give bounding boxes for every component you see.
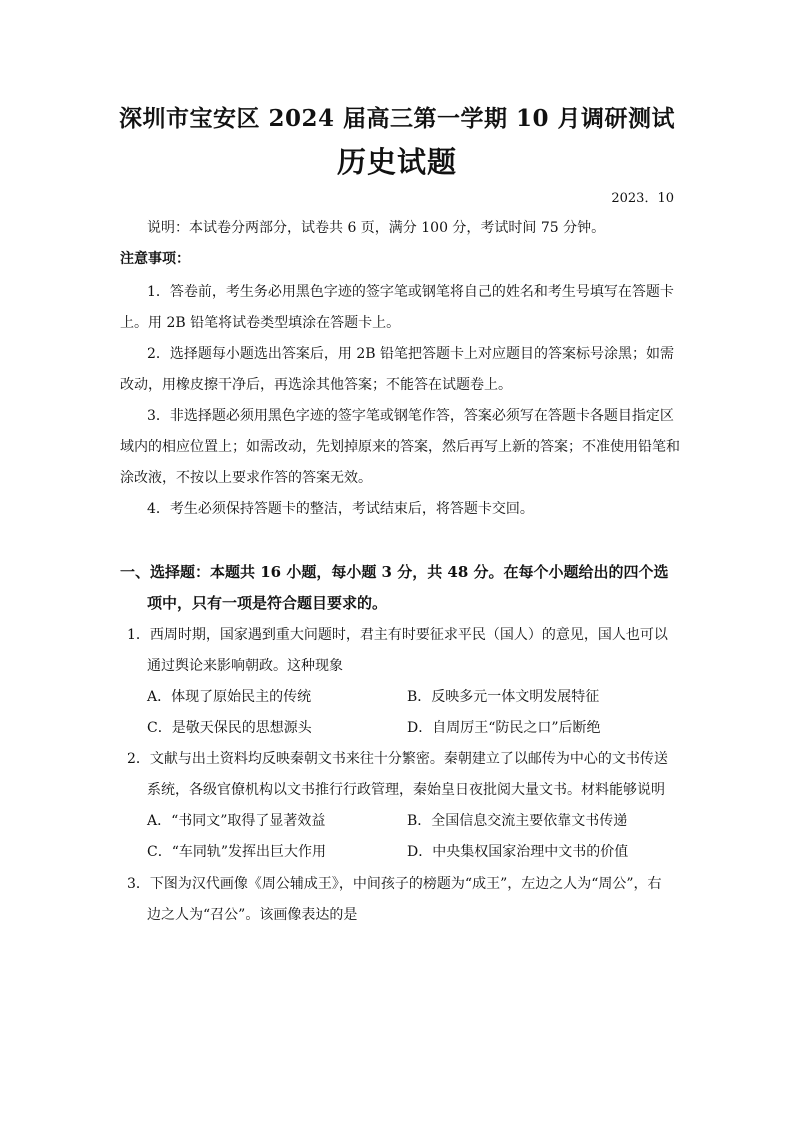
- notice-item-4-line-1: 4．考生必须保持答题卡的整洁，考试结束后，将答题卡交回。: [147, 501, 534, 517]
- exam-date: 2023．10: [611, 191, 674, 206]
- question-1-option-a: A．体现了原始民主的传统: [147, 689, 312, 705]
- notice-item-3-line-1: 3．非选择题必须用黑色字迹的签字笔或钢笔作答，答案必须写在答题卡各题目指定区: [147, 408, 674, 424]
- exam-description: 说明：本试卷分两部分，试卷共 6 页，满分 100 分，考试时间 75 分钟。: [147, 220, 606, 236]
- subject-title: 历史试题: [336, 145, 457, 179]
- question-1-option-d: D．自周厉王“防民之口”后断绝: [407, 720, 601, 736]
- question-2-stem-line-2: 系统，各级官僚机构以文书推行行政管理，秦始皇日夜批阅大量文书。材料能够说明: [147, 782, 665, 798]
- notice-heading: 注意事项：: [120, 251, 190, 267]
- question-2-option-c: C．“车同轨”发挥出巨大作用: [147, 844, 327, 860]
- notice-item-2-line-1: 2．选择题每小题选出答案后，用 2B 铅笔把答题卡上对应题目的答案标号涂黑；如需: [147, 346, 675, 362]
- notice-item-1-line-2: 上。用 2B 铅笔将试卷类型填涂在答题卡上。: [120, 315, 401, 331]
- question-1-stem-line-2: 通过舆论来影响朝政。这种现象: [147, 658, 343, 674]
- question-1-option-c: C．是敬天保民的思想源头: [147, 720, 312, 736]
- question-3-stem-line-2: 边之人为“召公”。该画像表达的是: [147, 907, 358, 923]
- notice-item-1-line-1: 1．答卷前，考生务必用黑色字迹的签字笔或钢笔将自己的姓名和考生号填写在答题卡: [147, 284, 674, 300]
- question-3-stem-line-1: 3．下图为汉代画像《周公辅成王》，中间孩子的榜题为“成王”，左边之人为“周公”，右: [127, 876, 662, 892]
- question-2-option-a: A．“书同文”取得了显著效益: [147, 813, 326, 829]
- notice-item-2-line-2: 改动，用橡皮擦干净后，再选涂其他答案；不能答在试题卷上。: [120, 377, 512, 393]
- question-1-option-b: B．反映多元一体文明发展特征: [407, 689, 600, 705]
- question-1-stem-line-1: 1．西周时期，国家遇到重大问题时，君主有时要征求平民（国人）的意见，国人也可以: [127, 627, 668, 643]
- question-2-option-d: D．中央集权国家治理中文书的价值: [407, 844, 629, 860]
- section-heading-line-1: 一、选择题：本题共 16 小题，每小题 3 分，共 48 分。在每个小题给出的四个选: [120, 563, 669, 581]
- question-2-option-b: B．全国信息交流主要依靠文书传递: [407, 813, 628, 829]
- notice-item-3-line-3: 涂改液，不按以上要求作答的答案无效。: [120, 470, 372, 486]
- exam-title: 深圳市宝安区 2024 届高三第一学期 10 月调研测试: [118, 105, 676, 132]
- question-2-stem-line-1: 2．文献与出土资料均反映秦朝文书来往十分繁密。秦朝建立了以邮传为中心的文书传送: [127, 751, 668, 767]
- notice-item-3-line-2: 域内的相应位置上；如需改动，先划掉原来的答案，然后再写上新的答案；不准使用铅笔和: [120, 439, 680, 455]
- section-heading-line-2: 项中，只有一项是符合题目要求的。: [147, 594, 388, 612]
